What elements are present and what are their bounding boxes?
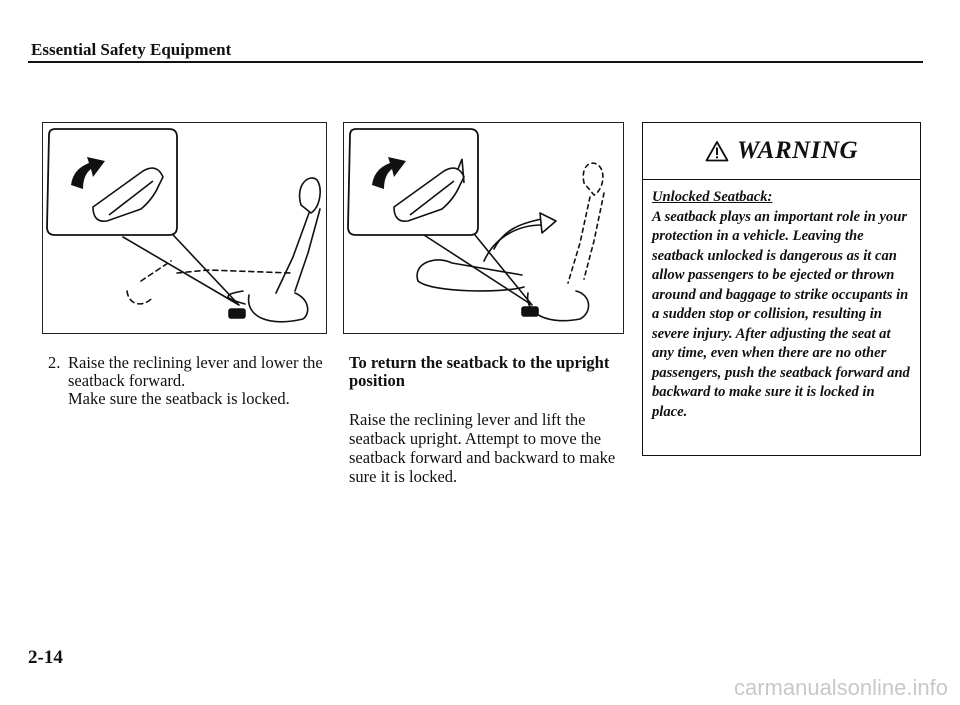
warning-box: [642, 122, 921, 456]
header-rule: [28, 61, 923, 63]
step-text: Raise the reclining lever and lower the seatback forward. Make sure the seatback is locked.: [68, 353, 323, 408]
upright-body: Raise the reclining lever and lift the seatback upright. Attempt to move the seatback forward and backward to make sure it is locked.: [349, 410, 616, 486]
watermark: carmanualsonline.info: [733, 675, 948, 700]
warning-subtitle: Unlocked Seatback:: [652, 189, 773, 205]
seat-return-upright-drawing: [344, 123, 623, 333]
warning-triangle-icon: [705, 140, 729, 162]
step-number: 2.: [48, 353, 61, 372]
upright-heading: To return the seatback to the upright position: [349, 353, 610, 390]
seat-return-upright-illustration: [343, 122, 624, 334]
section-title: Essential Safety Equipment: [31, 40, 232, 59]
seat-folded-forward-illustration: [42, 122, 327, 334]
warning-title: WARNING: [736, 137, 859, 164]
page-number: 2-14: [28, 647, 63, 668]
step-2: [48, 354, 333, 408]
warning-body: [643, 180, 920, 422]
warning-header: [643, 123, 920, 180]
warning-text: A seatback plays an important role in your protection in a vehicle. Leaving the seatback unlocked is dangerous as it can allow passengers to be ejected or thrown around and baggage to strike occupants in a sudden stop or collision, resulting in severe injury. After adjusting the seat at any time, even when there are no other passengers, push the seatback forward and backward to make sure it is locked in place.: [652, 208, 910, 420]
seat-folded-forward-drawing: [43, 123, 326, 333]
